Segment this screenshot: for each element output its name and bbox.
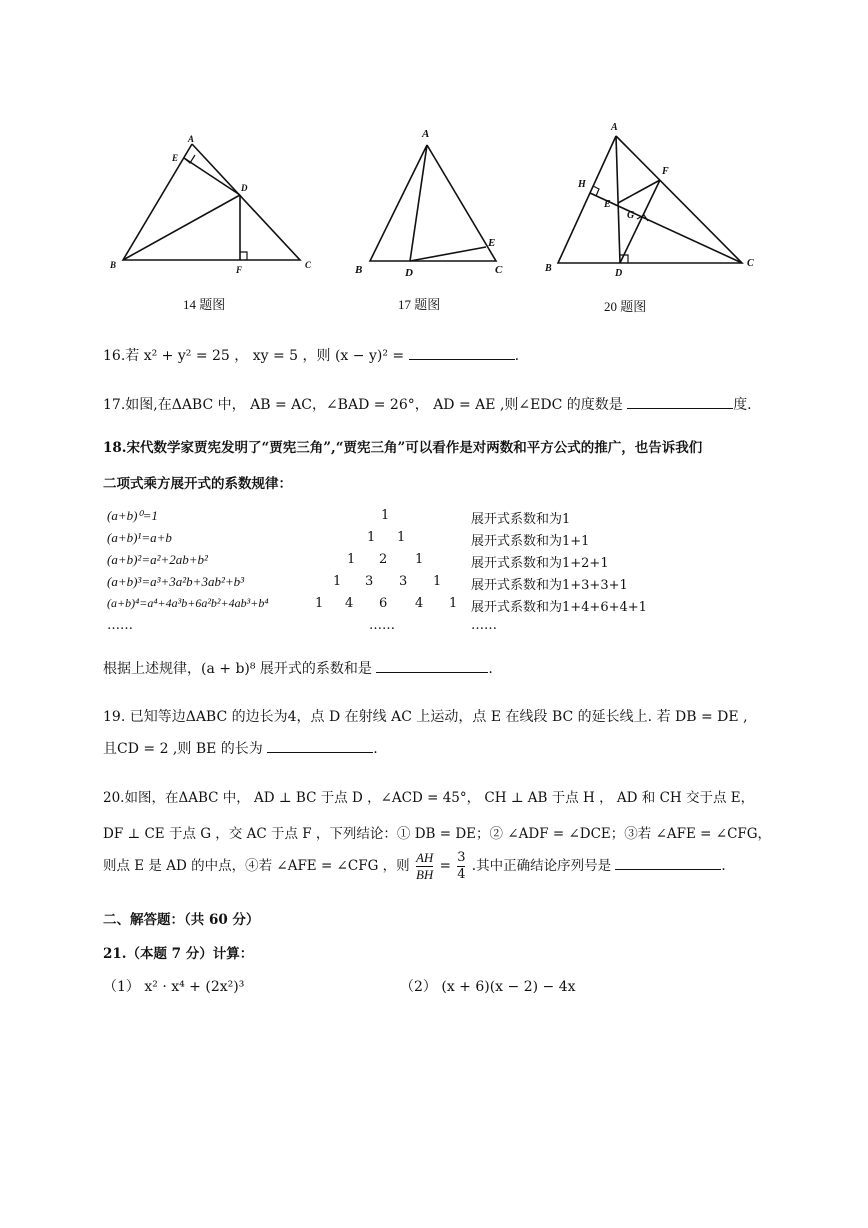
formula: (a+b)⁰=1 [107,508,158,523]
formula: (a+b)³=a³+3a²b+3ab²+b³ [107,574,245,589]
figure-20-caption: 20 题图 [604,299,647,314]
figure-14-caption: 14 题图 [183,297,226,312]
question-18-end: . [488,661,493,677]
formula: (a+b)²=a²+2ab+b² [107,552,208,567]
question-17-end: 度. [733,397,752,413]
coefficient: 1 [433,574,442,589]
coefficient-sum: 展开式系数和为1+3+3+1 [471,578,628,593]
coefficient-sum: 展开式系数和为1+2+1 [471,556,609,571]
question-20-line-2: DF ⊥ CE 于点 G ，交 AC 于点 F ，下列结论：① DB = DE；② ∠ADF = ∠DCE；③若 ∠AFE = ∠CFG， [103,826,772,842]
question-18-ask [103,658,493,678]
question-18-ask-text: 根据上述规律，(a + b)⁸ 展开式的系数和是 [103,661,372,677]
question-16-end: . [514,348,520,364]
label-a: A [611,122,618,133]
label-c: C [495,264,503,276]
label-b: B [545,263,552,274]
question-21-part-1: （1） x² · x⁴ + (2x²)³ [103,979,245,995]
coefficient-sum: 展开式系数和为1 [471,512,571,527]
segment-df [620,180,660,263]
coefficient: 1 [333,574,342,589]
answer-blank-18[interactable] [376,658,488,673]
question-17 [103,394,752,414]
label-e: E [172,153,179,163]
answer-blank-16[interactable] [409,345,515,360]
label-c: C [747,258,754,269]
coefficient: 1 [315,596,324,611]
segment-ad [616,136,620,263]
question-20-line-3 [103,850,726,883]
label-f: F [236,265,243,275]
label-d: D [615,268,623,279]
formula: …… [107,618,133,633]
answer-blank-19[interactable] [267,738,373,753]
question-19-end: . [373,741,378,757]
coefficient: 1 [381,508,390,523]
segment-ed [184,158,240,195]
formula: (a+b)¹=a+b [107,530,172,545]
fraction-ah-bh: $\frac{AH}{BH}$ [415,850,434,882]
label-b: B [355,264,363,276]
figure-20 [540,118,760,283]
coefficient-sum: 展开式系数和为1+1 [471,534,590,549]
figure-14 [108,130,323,280]
label-g: G [627,210,635,221]
coefficient-sum: 展开式系数和为1+4+6+4+1 [471,600,647,615]
label-b: B [110,260,117,270]
label-d: D [241,183,248,193]
fraction-3-4: $\frac{3}{4}$ [457,850,466,882]
equals-sign: = [439,858,451,874]
segment-de [410,247,486,261]
coefficient: 1 [347,552,356,567]
coefficient: …… [369,618,395,633]
question-20-end: . [721,858,726,874]
right-angle-f [240,252,247,260]
question-19-line-2-text: 且CD = 2 ,则 BE 的长为 [103,741,263,757]
segment-ch [590,193,742,263]
figure-20-diagram [540,118,760,283]
question-19-line-1: 19. 已知等边ΔABC 的边长为4，点 D 在射线 AC 上运动，点 E 在线段 BC 的延长线上. 若 DB = DE , [103,709,748,725]
question-16 [103,345,519,365]
question-19-line-2 [103,738,378,758]
label-f: F [662,166,669,177]
question-18-line-2: 二项式乘方展开式的系数规律： [103,476,292,492]
label-h: H [578,179,586,190]
coefficient: 2 [379,552,388,567]
question-16-text: 16.若 x² + y² = 25 ， xy = 5 ，则 (x − y)² = [103,348,405,364]
coefficient-sum: …… [471,618,497,633]
question-21-title: 21.（本题 7 分）计算： [103,946,254,962]
question-17-text: 17.如图,在ΔABC 中， AB = AC，∠BAD = 26°， AD = AE ,则∠EDC 的度数是 [103,397,623,413]
answer-blank-20[interactable] [615,855,721,870]
segment-bd [123,195,240,260]
question-20-line-3-tail: .其中正确结论序列号是 [471,858,612,874]
label-d: D [405,267,413,279]
label-a: A [422,128,430,140]
coefficient: 6 [379,596,388,611]
question-20-line-3-text: 则点 E 是 AD 的中点，④若 ∠AFE = ∠CFG ，则 [103,858,410,874]
label-e: E [604,199,611,210]
formula: (a+b)⁴=a⁴+4a³b+6a²b²+4ab³+b⁴ [107,596,269,610]
coefficient: 1 [367,530,376,545]
coefficient: 1 [415,552,424,567]
figure-17-caption: 17 题图 [398,297,441,312]
figure-17-diagram [350,125,510,280]
question-18-line-1: 18.宋代数学家贾宪发明了“贾宪三角”,“贾宪三角”可以看作是对两数和平方公式的推广，也告诉我们 [103,440,703,456]
answer-blank-17[interactable] [627,394,733,409]
coefficient: 3 [399,574,408,589]
coefficient: 4 [345,596,354,611]
figure-17 [350,125,510,280]
question-21-part-2: （2） (x + 6)(x − 2) − 4x [400,979,576,995]
triangle-abc [123,144,300,260]
label-c: C [305,260,312,270]
coefficient: 1 [397,530,406,545]
label-a: A [188,134,195,144]
coefficient: 1 [449,596,458,611]
section-2-heading: 二、解答题：（共 60 分） [103,912,260,928]
label-e: E [488,237,496,249]
figure-14-diagram [108,130,323,280]
triangle-abc [370,145,496,261]
coefficient: 3 [365,574,374,589]
coefficient: 4 [415,596,424,611]
question-20-line-1: 20.如图，在ΔABC 中， AD ⊥ BC 于点 D ，∠ACD = 45°， CH ⊥ AB 于点 H ， AD 和 CH 交于点 E， [103,790,755,806]
